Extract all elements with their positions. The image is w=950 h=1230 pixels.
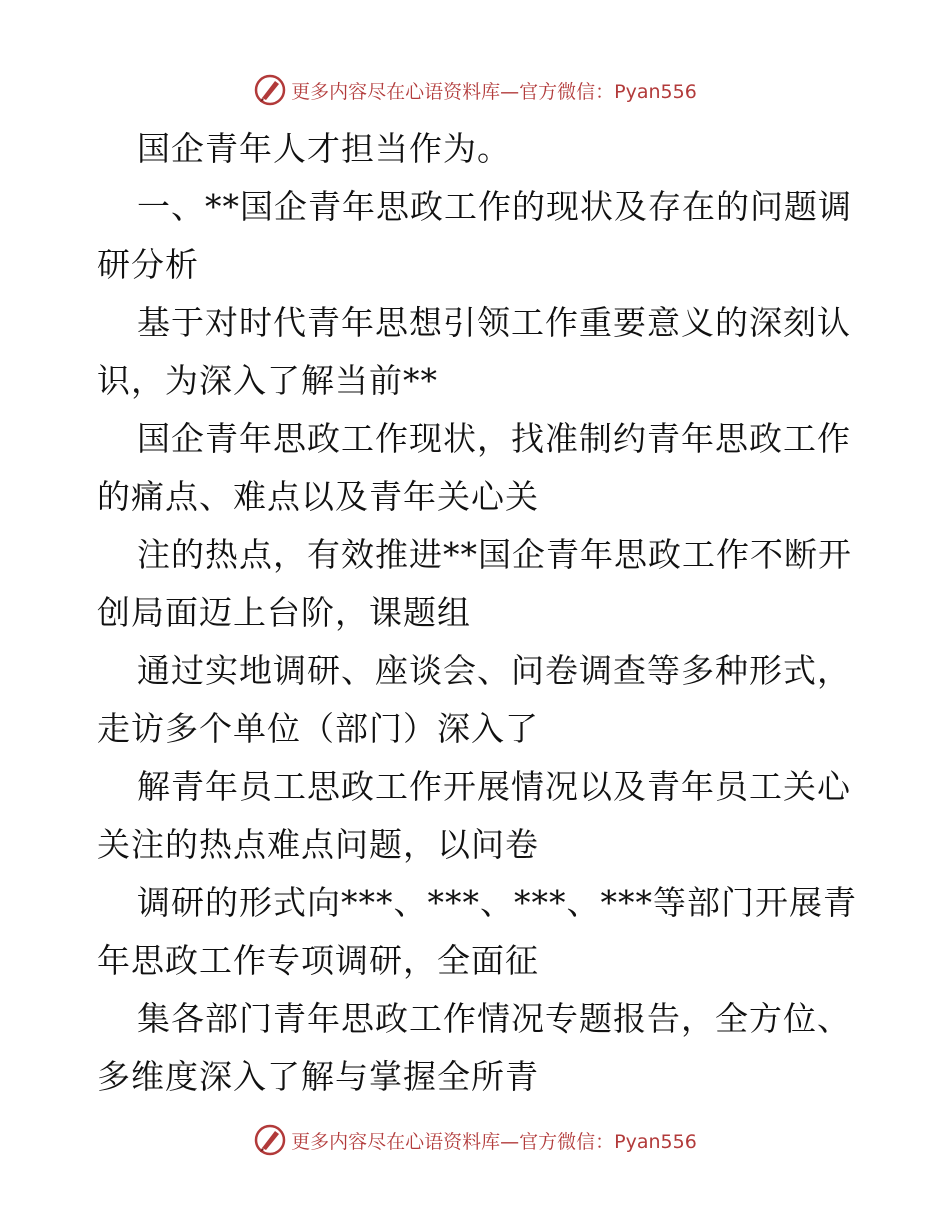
watermark-text: 更多内容尽在心语资料库—官方微信：Pyan556 <box>291 1130 697 1153</box>
paragraph-3: 国企青年思政工作现状，找准制约青年思政工作的痛点、难点以及青年关心关 <box>97 419 851 516</box>
pen-logo-icon <box>253 73 287 107</box>
paragraph-5: 通过实地调研、座谈会、问卷调查等多种形式，走访多个单位（部门）深入了 <box>97 651 851 748</box>
footer-watermark <box>0 1120 950 1160</box>
header-watermark <box>0 70 950 110</box>
paragraph-2: 基于对时代青年思想引领工作重要意义的深刻认识，为深入了解当前** <box>97 303 851 400</box>
paragraph-8: 集各部门青年思政工作情况专题报告，全方位、多维度深入了解与掌握全所青 <box>97 999 851 1096</box>
paragraph-4: 注的热点，有效推进**国企青年思政工作不断开创局面迈上台阶，课题组 <box>97 535 852 632</box>
paragraph-1: 国企青年人才担当作为。 <box>137 129 511 168</box>
section-heading-1: 一、**国企青年思政工作的现状及存在的问题调研分析 <box>97 187 852 284</box>
document-body <box>97 120 857 1106</box>
paragraph-6: 解青年员工思政工作开展情况以及青年员工关心关注的热点难点问题，以问卷 <box>97 767 851 864</box>
paragraph-7: 调研的形式向***、***、***、***等部门开展青年思政工作专项调研，全面征 <box>97 883 857 980</box>
watermark-text: 更多内容尽在心语资料库—官方微信：Pyan556 <box>291 80 697 103</box>
pen-logo-icon <box>253 1123 287 1157</box>
